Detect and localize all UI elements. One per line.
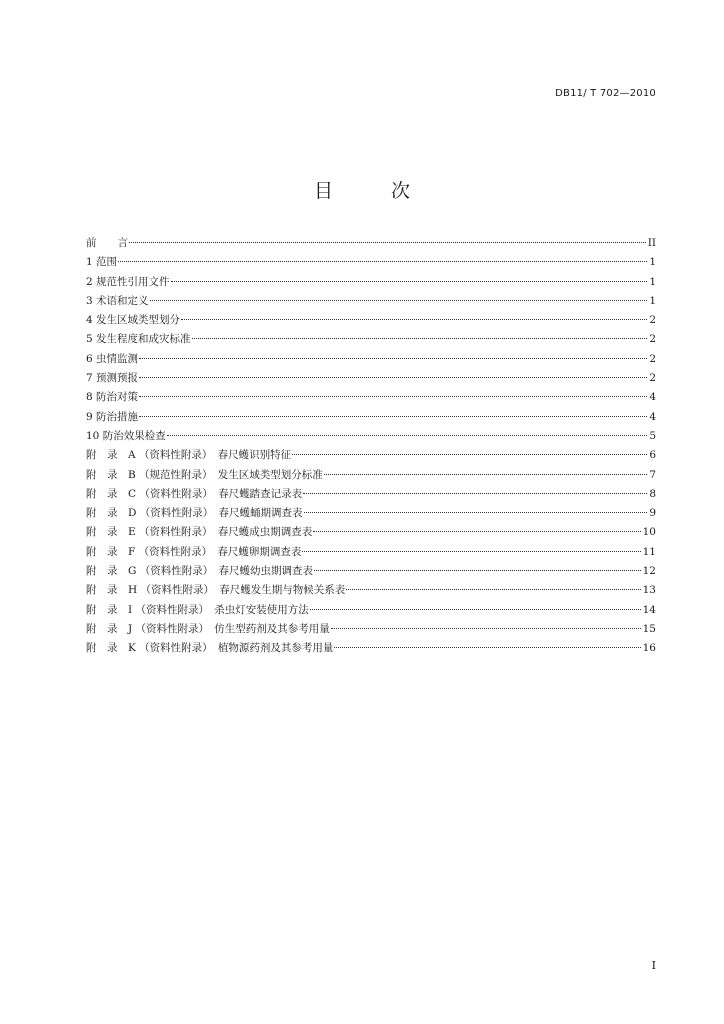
toc-dot-leader bbox=[139, 416, 647, 417]
toc-entry-label: 10 防治效果检查 bbox=[86, 429, 166, 442]
toc-entry[interactable] bbox=[86, 620, 656, 639]
table-of-contents bbox=[86, 234, 656, 659]
toc-entry-label: 8 防治对策 bbox=[86, 391, 139, 404]
document-code: DB11/ T 702—2010 bbox=[555, 88, 656, 99]
toc-entry-page: 15 bbox=[642, 622, 656, 635]
toc-entry-page: 4 bbox=[649, 410, 656, 423]
toc-entry-label: 附 录 B （规范性附录） 发生区域类型划分标准 bbox=[86, 468, 323, 481]
toc-entry-page: 2 bbox=[649, 333, 656, 346]
toc-dot-leader bbox=[167, 435, 648, 436]
toc-dot-leader bbox=[139, 396, 647, 397]
toc-dot-leader bbox=[118, 261, 647, 262]
toc-entry[interactable] bbox=[86, 446, 656, 465]
toc-dot-leader bbox=[139, 377, 647, 378]
toc-dot-leader bbox=[334, 647, 640, 648]
toc-entry-page: II bbox=[647, 237, 656, 249]
page-title: 目 次 bbox=[313, 180, 437, 202]
toc-entry-label: 附 录 I （资料性附录） 杀虫灯安装使用方法 bbox=[86, 603, 309, 616]
toc-entry-label: 1 范围 bbox=[86, 256, 118, 269]
toc-dot-leader bbox=[304, 512, 648, 513]
toc-dot-leader bbox=[302, 551, 640, 552]
toc-entry-label: 附 录 C （资料性附录） 春尺蠖踏查记录表 bbox=[86, 487, 303, 500]
toc-entry-page: 2 bbox=[649, 372, 656, 385]
page-number: I bbox=[651, 959, 656, 972]
toc-entry-page: 8 bbox=[649, 487, 656, 500]
toc-dot-leader bbox=[303, 493, 647, 494]
toc-entry-label: 附 录 J （资料性附录） 仿生型药剂及其参考用量 bbox=[86, 622, 330, 635]
toc-entry-page: 6 bbox=[649, 449, 656, 462]
toc-entry[interactable] bbox=[86, 581, 656, 600]
toc-dot-leader bbox=[331, 628, 641, 629]
toc-entry-page: 1 bbox=[649, 256, 656, 269]
toc-dot-leader bbox=[314, 570, 641, 571]
toc-dot-leader bbox=[129, 242, 646, 243]
toc-dot-leader bbox=[181, 319, 647, 320]
toc-entry-label: 3 术语和定义 bbox=[86, 294, 149, 307]
toc-entry[interactable] bbox=[86, 543, 656, 562]
toc-dot-leader bbox=[171, 281, 648, 282]
toc-dot-leader bbox=[139, 358, 647, 359]
toc-entry[interactable] bbox=[86, 253, 656, 272]
toc-entry-label: 前 言 bbox=[86, 237, 128, 249]
toc-dot-leader bbox=[310, 609, 641, 610]
toc-entry-label: 附 录 D （资料性附录） 春尺蠖蛹期调查表 bbox=[86, 507, 303, 520]
toc-entry-page: 13 bbox=[642, 584, 656, 597]
toc-dot-leader bbox=[324, 474, 648, 475]
toc-entry-label: 附 录 F （资料性附录） 春尺蠖卵期调查表 bbox=[86, 545, 302, 558]
toc-entry-page: 5 bbox=[649, 429, 656, 442]
toc-entry-page: 14 bbox=[642, 603, 656, 616]
toc-entry-page: 7 bbox=[649, 468, 656, 481]
toc-entry-label: 4 发生区域类型划分 bbox=[86, 314, 181, 327]
toc-entry[interactable] bbox=[86, 369, 656, 388]
toc-entry-label: 7 预测预报 bbox=[86, 372, 139, 385]
toc-entry-page: 2 bbox=[649, 352, 656, 365]
toc-entry-page: 12 bbox=[642, 565, 656, 578]
toc-entry[interactable] bbox=[86, 350, 656, 369]
toc-entry[interactable] bbox=[86, 292, 656, 311]
toc-entry[interactable] bbox=[86, 311, 656, 330]
toc-entry[interactable] bbox=[86, 330, 656, 349]
toc-entry-page: 11 bbox=[642, 545, 656, 558]
toc-dot-leader bbox=[292, 454, 647, 455]
toc-entry-page: 4 bbox=[649, 391, 656, 404]
toc-dot-leader bbox=[192, 338, 648, 339]
toc-entry-label: 附 录 H （资料性附录） 春尺蠖发生期与物候关系表 bbox=[86, 584, 346, 597]
toc-entry[interactable] bbox=[86, 504, 656, 523]
toc-entry[interactable] bbox=[86, 427, 656, 446]
toc-entry-page: 1 bbox=[649, 275, 656, 288]
toc-entry-label: 9 防治措施 bbox=[86, 410, 139, 423]
toc-entry-page: 10 bbox=[642, 526, 656, 539]
toc-entry-page: 1 bbox=[649, 294, 656, 307]
toc-dot-leader bbox=[150, 300, 648, 301]
toc-entry-label: 附 录 G （资料性附录） 春尺蠖幼虫期调查表 bbox=[86, 565, 313, 578]
toc-entry-label: 5 发生程度和成灾标准 bbox=[86, 333, 191, 346]
toc-entry[interactable] bbox=[86, 466, 656, 485]
toc-entry[interactable] bbox=[86, 273, 656, 292]
toc-entry[interactable] bbox=[86, 562, 656, 581]
toc-entry[interactable] bbox=[86, 485, 656, 504]
toc-dot-leader bbox=[313, 531, 640, 532]
toc-dot-leader bbox=[346, 589, 640, 590]
toc-entry[interactable] bbox=[86, 601, 656, 620]
toc-entry-label: 附 录 A （资料性附录） 春尺蠖识别特征 bbox=[86, 449, 292, 462]
toc-entry[interactable] bbox=[86, 234, 656, 253]
toc-entry-label: 附 录 E （资料性附录） 春尺蠖成虫期调查表 bbox=[86, 526, 313, 539]
toc-entry-page: 16 bbox=[642, 642, 656, 655]
toc-entry[interactable] bbox=[86, 388, 656, 407]
toc-entry[interactable] bbox=[86, 523, 656, 542]
toc-entry-label: 2 规范性引用文件 bbox=[86, 275, 170, 288]
toc-entry[interactable] bbox=[86, 639, 656, 658]
toc-entry-page: 2 bbox=[649, 314, 656, 327]
toc-entry-label: 附 录 K （资料性附录） 植物源药剂及其参考用量 bbox=[86, 642, 334, 655]
toc-entry[interactable] bbox=[86, 408, 656, 427]
toc-entry-label: 6 虫情监测 bbox=[86, 352, 139, 365]
toc-entry-page: 9 bbox=[649, 507, 656, 520]
